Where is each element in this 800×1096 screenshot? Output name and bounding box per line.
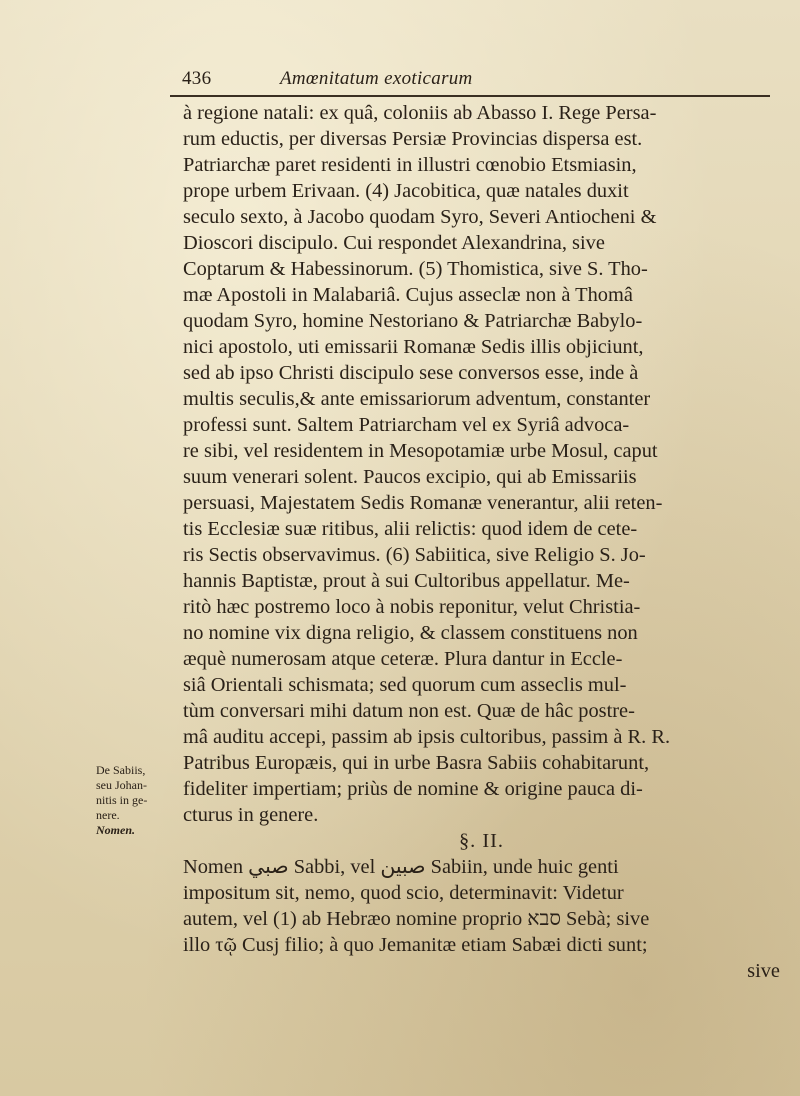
page-number: 436 <box>182 68 212 89</box>
margin-note-line: nere. <box>96 808 120 822</box>
catchword: sive <box>747 960 780 982</box>
text-line: seculo sexto, à Jacobo quodam Syro, Severi Antiocheni & <box>183 206 657 228</box>
text-line: sed ab ipso Christi discipulo sese conversos esse, inde à <box>183 362 639 384</box>
margin-note-line: nitis in ge- <box>96 793 148 807</box>
text-line: autem, vel (1) ab Hebræo nomine proprio סבא Sebà; sive <box>183 908 650 930</box>
text-line: mæ Apostoli in Malabariâ. Cujus asseclæ non à Thomâ <box>183 284 633 306</box>
margin-note-line: seu Johan- <box>96 778 147 792</box>
text-line: re sibi, vel residentem in Mesopotamiæ urbe Mosul, caput <box>183 440 658 462</box>
text-line: impositum sit, nemo, quod scio, determinavit: Videtur <box>183 882 624 904</box>
text-line: ris Sectis observavimus. (6) Sabiitica, sive Religio S. Jo- <box>183 544 646 566</box>
text-line: Patribus Europæis, qui in urbe Basra Sabiis cohabitarunt, <box>183 752 650 774</box>
text-line: Dioscori discipulo. Cui respondet Alexandrina, sive <box>183 232 605 254</box>
text-line: Nomen صبي Sabbi, vel صبين Sabiin, unde huic genti <box>183 856 619 878</box>
text-line: tis Ecclesiæ suæ ritibus, alii relictis: quod idem de cete- <box>183 518 638 540</box>
text-line: mâ auditu accepi, passim ab ipsis cultoribus, passim à R. R. <box>183 726 671 748</box>
margin-note-label: Nomen. <box>96 823 135 837</box>
text-line: Patriarchæ paret residenti in illustri cœnobio Etsmiasin, <box>183 154 637 176</box>
text-line: ritò hæc postremo loco à nobis reponitur, velut Christia- <box>183 596 641 618</box>
text-line: tùm conversari mihi datum non est. Quæ de hâc postre- <box>183 700 635 722</box>
text-line: multis seculis,& ante emissariorum adventum, constanter <box>183 388 651 410</box>
text-line: nici apostolo, uti emissarii Romanæ Sedis illis objiciunt, <box>183 336 644 358</box>
text-line: fideliter impertiam; priùs de nomine & origine pauca di- <box>183 778 643 800</box>
header-rule <box>170 95 770 97</box>
text-line: quodam Syro, homine Nestoriano & Patriarchæ Babylo- <box>183 310 643 332</box>
text-line: persuasi, Majestatem Sedis Romanæ venerantur, alii reten- <box>183 492 663 514</box>
text-line: hannis Baptistæ, prout à sui Cultoribus appellatur. Me- <box>183 570 630 592</box>
text-line: Coptarum & Habessinorum. (5) Thomistica, sive S. Tho- <box>183 258 648 280</box>
text-line: suum venerari solent. Paucos excipio, qui ab Emissariis <box>183 466 637 488</box>
page-header <box>170 68 770 94</box>
text-line: prope urbem Erivaan. (4) Jacobitica, quæ natales duxit <box>183 180 629 202</box>
running-title: Amœnitatum exoticarum <box>280 68 473 89</box>
text-line: siâ Orientali schismata; sed quorum cum asseclis mul- <box>183 674 627 696</box>
text-line: æquè numerosam atque ceteræ. Plura dantur in Eccle- <box>183 648 623 670</box>
text-line: rum eductis, per diversas Persiæ Provincias dispersa est. <box>183 128 643 150</box>
body-text <box>183 100 780 984</box>
text-line: illo τῷ Cusj filio; à quo Jemanitæ etiam Sabæi dicti sunt; <box>183 934 648 956</box>
text-line: cturus in genere. <box>183 804 319 826</box>
text-line: no nomine vix digna religio, & classem constituens non <box>183 622 638 644</box>
margin-note-line: De Sabiis, <box>96 763 146 777</box>
margin-note <box>96 763 178 838</box>
text-line: à regione natali: ex quâ, coloniis ab Abasso I. Rege Persa- <box>183 102 657 124</box>
section-heading: §. II. <box>458 830 505 852</box>
text-line: professi sunt. Saltem Patriarcham vel ex Syriâ advoca- <box>183 414 630 436</box>
